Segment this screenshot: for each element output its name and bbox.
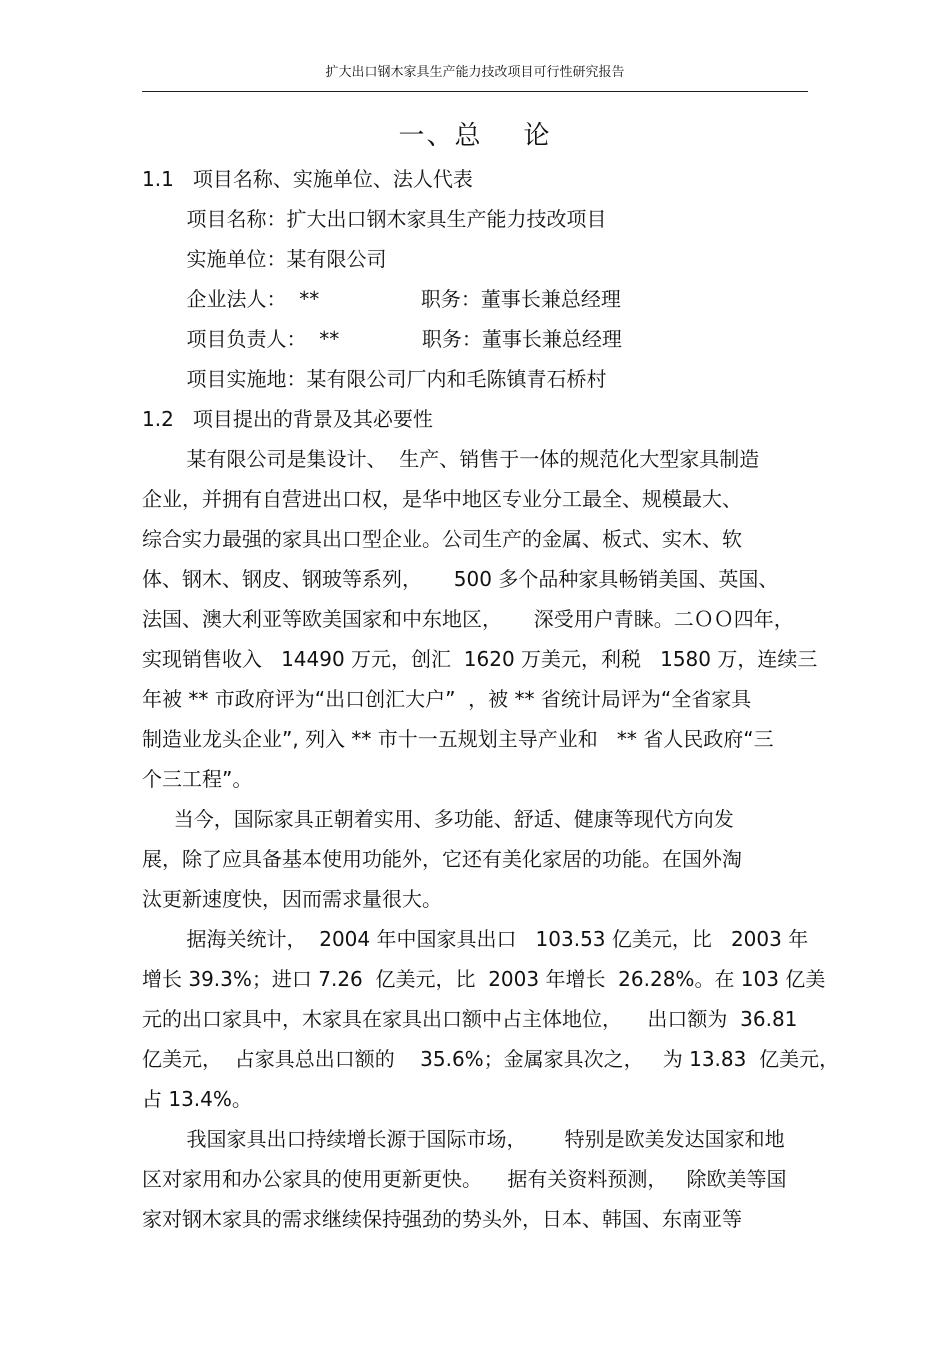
body-line: 制造业龙头企业”, 列入 ** 市十一五规划主导产业和 ** 省人民政府“三 <box>142 727 774 751</box>
body-line: 实现销售收入 14490 万元，创汇 1620 万美元，利税 1580 万，连续三 <box>142 647 818 671</box>
body-line: 项目实施地：某有限公司厂内和毛陈镇青石桥村 <box>142 367 607 391</box>
body-line: 区对家用和办公家具的使用更新更快。 据有关资料预测， 除欧美等国 <box>142 1167 787 1191</box>
body-line: 法国、澳大利亚等欧美国家和中东地区， 深受用户青睐。二ＯＯ四年， <box>142 607 794 631</box>
body-line: 占 13.4%。 <box>142 1087 252 1111</box>
subsection-heading: 1.1 项目名称、实施单位、法人代表 <box>142 167 473 191</box>
section-title: 一、总 论 <box>398 121 552 151</box>
body-line: 家对钢木家具的需求继续保持强劲的势头外，日本、韩国、东南亚等 <box>142 1207 742 1231</box>
body-line: 我国家具出口持续增长源于国际市场， 特别是欧美发达国家和地 <box>142 1127 785 1151</box>
body-line: 亿美元， 占家具总出口额的 35.6%；金属家具次之， 为 13.83 亿美元， <box>142 1047 840 1071</box>
body-line: 当今，国际家具正朝着实用、多功能、舒适、健康等现代方向发 <box>142 807 734 831</box>
body-line: 综合实力最强的家具出口型企业。公司生产的金属、板式、实木、软 <box>142 527 742 551</box>
body-line: 项目负责人： ** 职务：董事长兼总经理 <box>142 327 622 351</box>
body-line: 企业法人： ** 职务：董事长兼总经理 <box>142 287 621 311</box>
body-line: 年被 ** 市政府评为“出口创汇大户” ，被 ** 省统计局评为“全省家具 <box>142 687 752 711</box>
body-line: 汰更新速度快，因而需求量很大。 <box>142 887 442 911</box>
subsection-heading: 1.2 项目提出的背景及其必要性 <box>142 407 433 431</box>
body-line: 体、钢木、钢皮、钢玻等系列， 500 多个品种家具畅销美国、英国、 <box>142 567 779 591</box>
body-line: 某有限公司是集设计、 生产、销售于一体的规范化大型家具制造 <box>142 447 760 471</box>
body-line: 企业，并拥有自营进出口权，是华中地区专业分工最全、规模最大、 <box>142 487 742 511</box>
body-line: 展，除了应具备基本使用功能外，它还有美化家居的功能。在国外淘 <box>142 847 742 871</box>
body-line: 元的出口家具中，木家具在家具出口额中占主体地位， 出口额为 36.81 <box>142 1007 798 1031</box>
body-line: 个三工程”。 <box>142 767 253 791</box>
body-line: 实施单位：某有限公司 <box>142 247 387 271</box>
body-line: 据海关统计， 2004 年中国家具出口 103.53 亿美元，比 2003 年 <box>142 927 809 951</box>
body-line: 增长 39.3%；进口 7.26 亿美元，比 2003 年增长 26.28%。在 103 亿美 <box>142 967 826 991</box>
page-header: 扩大出口钢木家具生产能力技改项目可行性研究报告 <box>325 65 625 80</box>
header-rule <box>142 91 808 92</box>
body-line: 项目名称：扩大出口钢木家具生产能力技改项目 <box>142 207 607 231</box>
